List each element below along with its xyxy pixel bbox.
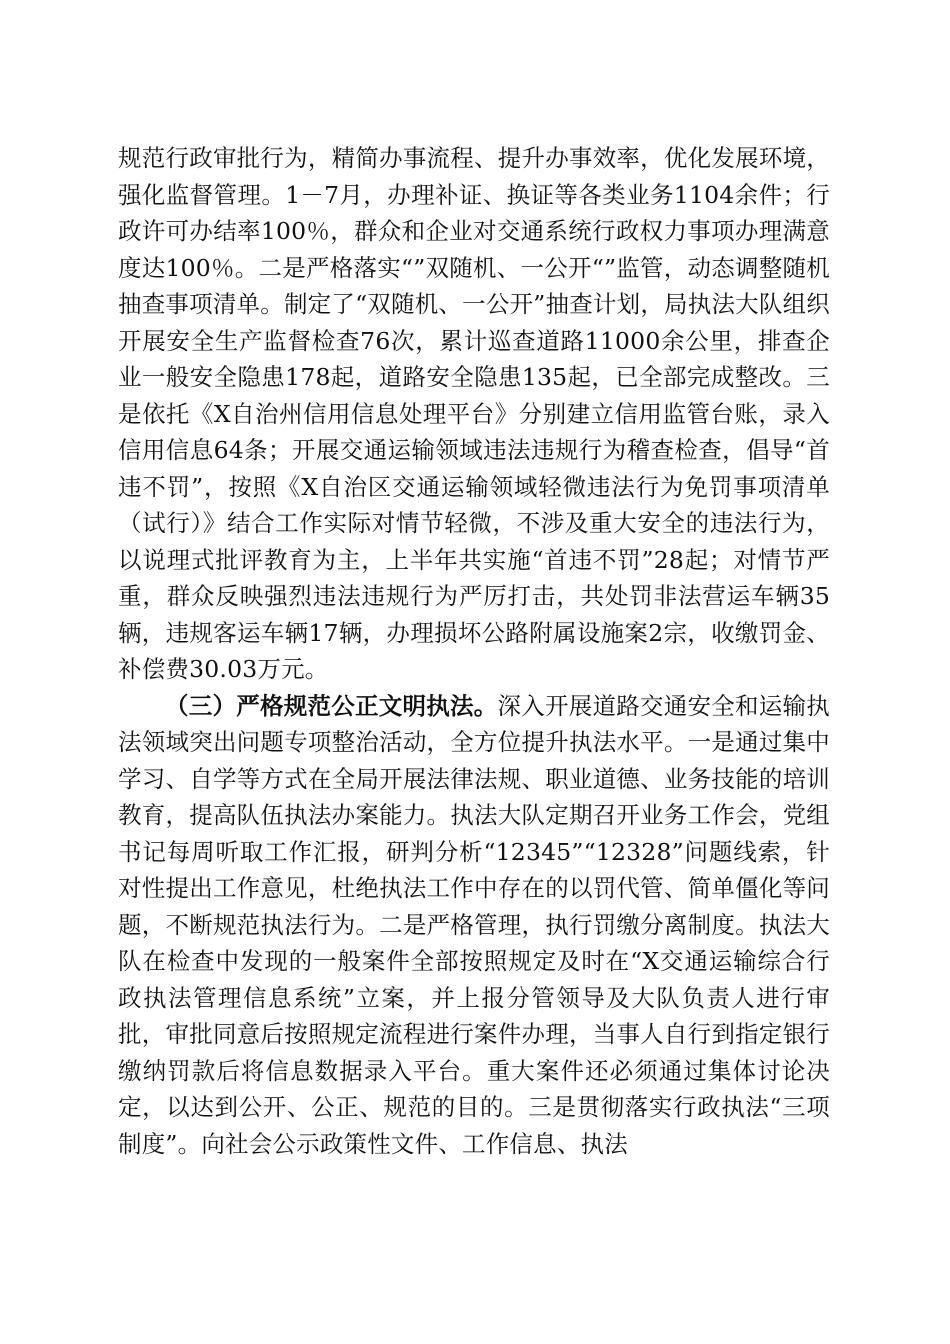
section-heading-3: （三）严格规范公正文明执法。 bbox=[165, 691, 498, 720]
paragraph-1-text: 规范行政审批行为，精简办事流程、提升办事效率，优化发展环境，强化监督管理。1－7月，办理补证、换证等各类业务1104余件；行政许可办结率100％，群众和企业对交通系统行政权力事项办理满意度达100％。二是严格落实“”双随机、一公开“”监管，动态调整随机抽查事项清单。制定了“双随机、一公开”抽查计划，局执法大队组织开展安全生产监督检查76次，累计巡查道路11000余公里，排查企业一般安全隐患178起，道路安全隐患135起，已全部完成整改。三是依托《X自治州信用信息处理平台》分别建立信用监管台账，录入信用信息64条；开展交通运输领域违法违规行为稽查检查，倡导“首违不罚”，按照《X自治区交通运输领域轻微违法行为免罚事项清单（试行）》结合工作实际对情节轻微，不涉及重大安全的违法行为，以说理式批评教育为主，上半年共实施“首违不罚”28起；对情节严重，群众反映强烈违法违规行为严厉打击，共处罚非法营运车辆35辆，违规客运车辆17辆，办理损坏公路附属设施案2宗，收缴罚金、补偿费30.03万元。 bbox=[118, 144, 830, 683]
document-page bbox=[118, 140, 830, 1162]
body-paragraph-1 bbox=[118, 140, 830, 688]
body-paragraph-2 bbox=[118, 688, 830, 1163]
paragraph-2-text: 深入开展道路交通安全和运输执法领域突出问题专项整治活动，全方位提升执法水平。一是通过集中学习、自学等方式在全局开展法律法规、职业道德、业务技能的培训教育，提高队伍执法办案能力。执法大队定期召开业务工作会，党组书记每周听取工作汇报，研判分析“12345”“12328”问题线索，针对性提出工作意见，杜绝执法工作中存在的以罚代管、简单僵化等问题，不断规范执法行为。二是严格管理，执行罚缴分离制度。执法大队在检查中发现的一般案件全部按照规定及时在“X交通运输综合行政执法管理信息系统”立案，并上报分管领导及大队负责人进行审批，审批同意后按照规定流程进行案件办理，当事人自行到指定银行缴纳罚款后将信息数据录入平台。重大案件还必须通过集体讨论决定，以达到公开、公正、规范的目的。三是贯彻落实行政执法“三项制度”。向社会公示政策性文件、工作信息、执法 bbox=[118, 691, 830, 1158]
